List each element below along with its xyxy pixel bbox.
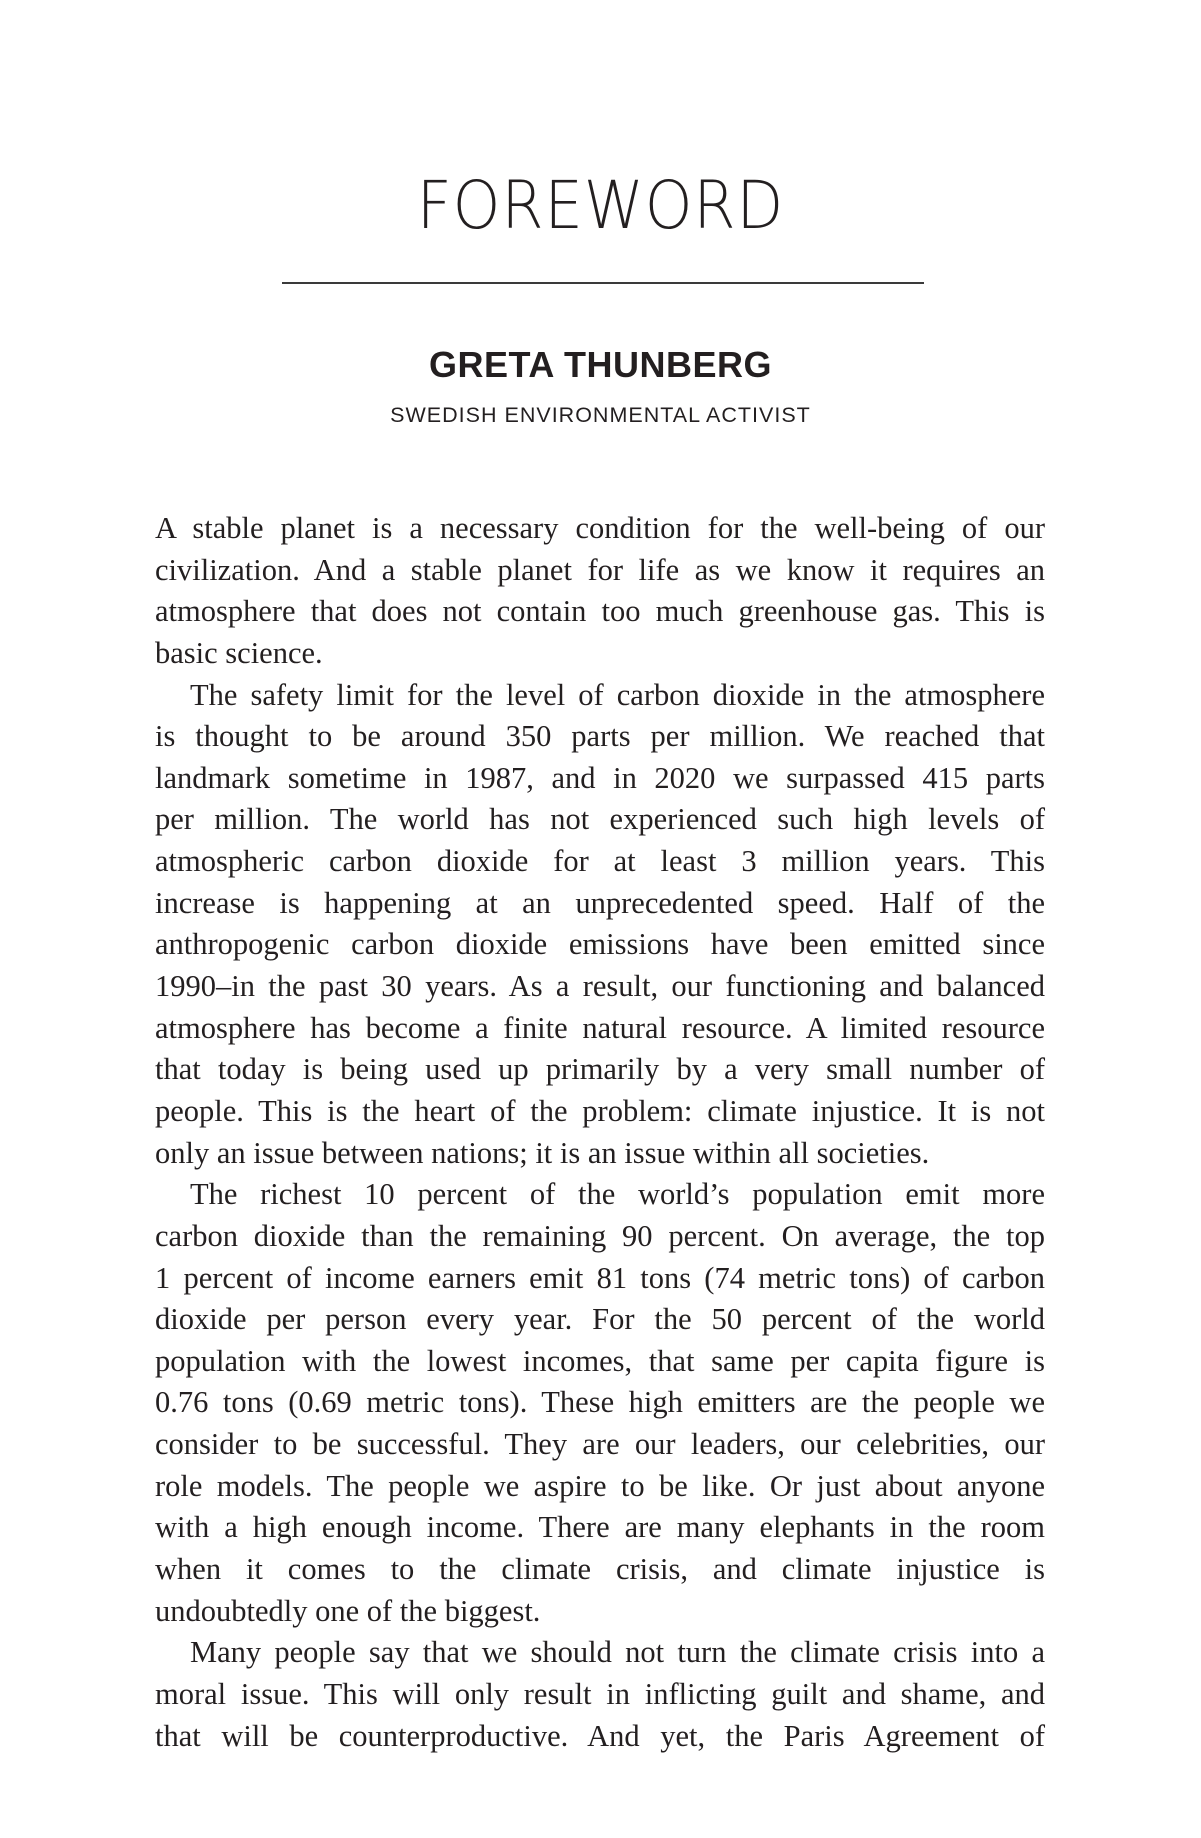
text-line: carbon dioxide than the remaining 90 percent. On average, the top	[155, 1218, 1045, 1253]
chapter-title: FOREWORD	[416, 167, 785, 244]
author-role: SWEDISH ENVIRONMENTAL ACTIVIST	[390, 403, 811, 427]
paragraph-2	[155, 675, 1045, 1175]
paragraph-3	[155, 1174, 1045, 1632]
text-line: undoubtedly one of the biggest.	[155, 1593, 541, 1628]
text-line: population with the lowest incomes, that same per capita figure is	[155, 1343, 1045, 1378]
text-line: per million. The world has not experienced such high levels of	[155, 802, 1045, 837]
text-line: Many people say that we should not turn the climate crisis into a	[190, 1635, 1045, 1670]
title-divider	[282, 282, 924, 284]
text-line: that will be counterproductive. And yet, the Paris Agreement of	[155, 1718, 1045, 1753]
text-line: when it comes to the climate crisis, and climate injustice is	[155, 1552, 1045, 1587]
text-line: atmosphere that does not contain too much greenhouse gas. This is	[155, 594, 1045, 629]
text-line: 0.76 tons (0.69 metric tons). These high emitters are the people we	[155, 1385, 1045, 1420]
text-line: atmospheric carbon dioxide for at least 3 million years. This	[155, 844, 1045, 879]
text-line: increase is happening at an unprecedented speed. Half of the	[155, 885, 1045, 920]
text-line: atmosphere has become a finite natural resource. A limited resource	[155, 1010, 1045, 1045]
paragraph-1	[155, 508, 1045, 675]
text-line: only an issue between nations; it is an issue within all societies.	[155, 1135, 930, 1170]
text-line: landmark sometime in 1987, and in 2020 we surpassed 415 parts	[155, 760, 1045, 795]
text-line: A stable planet is a necessary condition for the well-being of our	[155, 511, 1045, 545]
text-line: anthropogenic carbon dioxide emissions have been emitted since	[155, 927, 1045, 962]
text-line: 1 percent of income earners emit 81 tons (74 metric tons) of carbon	[155, 1260, 1045, 1295]
text-line: 1990–in the past 30 years. As a result, our functioning and balanced	[155, 969, 1045, 1004]
text-line: with a high enough income. There are many elephants in the room	[155, 1510, 1045, 1545]
text-line: role models. The people we aspire to be like. Or just about anyone	[155, 1468, 1045, 1503]
text-line: moral issue. This will only result in inflicting guilt and shame, and	[155, 1676, 1045, 1711]
paragraph-4	[155, 1632, 1045, 1757]
text-line: that today is being used up primarily by a very small number of	[155, 1052, 1045, 1087]
text-line: people. This is the heart of the problem: climate injustice. It is not	[155, 1093, 1045, 1128]
text-line: is thought to be around 350 parts per million. We reached that	[155, 719, 1045, 754]
text-line: civilization. And a stable planet for life as we know it requires an	[155, 552, 1045, 587]
author-name: GRETA THUNBERG	[429, 344, 772, 385]
body-text	[155, 508, 1045, 1757]
text-line: consider to be successful. They are our leaders, our celebrities, our	[155, 1427, 1045, 1462]
text-line: The richest 10 percent of the world’s population emit more	[190, 1177, 1045, 1212]
text-line: basic science.	[155, 635, 323, 670]
text-line: The safety limit for the level of carbon dioxide in the atmosphere	[190, 677, 1045, 712]
text-line: dioxide per person every year. For the 50 percent of the world	[155, 1302, 1045, 1337]
